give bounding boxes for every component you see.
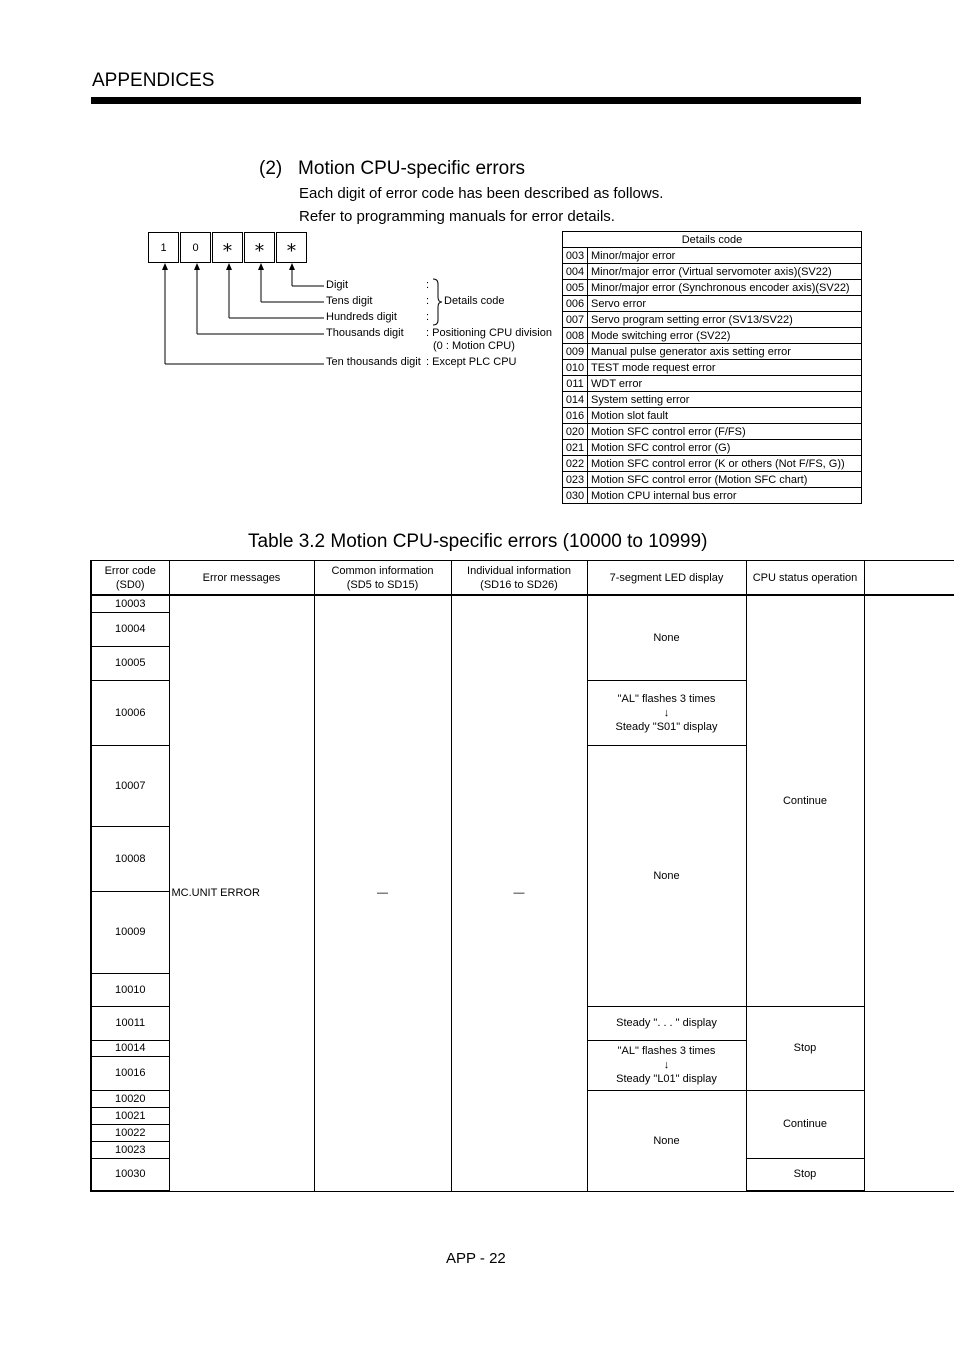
detail-code: 016 bbox=[563, 408, 588, 424]
detail-desc: System setting error bbox=[588, 392, 862, 408]
table-row bbox=[563, 312, 862, 328]
led-cell: "AL" flashes 3 times ↓ Steady "L01" display bbox=[587, 1040, 746, 1090]
table-row bbox=[563, 488, 862, 504]
errors-table bbox=[90, 560, 954, 1192]
detail-desc: WDT error bbox=[588, 376, 862, 392]
table-row bbox=[91, 595, 954, 612]
detail-code: 021 bbox=[563, 440, 588, 456]
table-row bbox=[563, 408, 862, 424]
digit-box: 1 bbox=[148, 232, 179, 263]
led-cell: None bbox=[587, 595, 746, 680]
detail-code: 008 bbox=[563, 328, 588, 344]
intro-line: Refer to programming manuals for error details. bbox=[299, 208, 615, 225]
common-info-cell: — bbox=[314, 595, 451, 1191]
digit-box: ∗ bbox=[244, 232, 275, 263]
error-code-cell: 10020 bbox=[91, 1090, 169, 1107]
digit-box: 0 bbox=[180, 232, 211, 263]
digit-label: Thousands digit bbox=[326, 327, 404, 339]
intro-line: Each digit of error code has been described as follows. bbox=[299, 185, 664, 202]
digit-label: Hundreds digit bbox=[326, 311, 397, 323]
table-row bbox=[563, 360, 862, 376]
table-row bbox=[563, 376, 862, 392]
led-cell: "AL" flashes 3 times ↓ Steady "S01" display bbox=[587, 680, 746, 745]
col-header-cpu-status: CPU status operation bbox=[746, 561, 864, 596]
led-cell: None bbox=[587, 1090, 746, 1191]
error-code-cell: 10022 bbox=[91, 1124, 169, 1141]
error-code-cell: 10016 bbox=[91, 1056, 169, 1090]
table-row bbox=[563, 328, 862, 344]
error-message-cell: MC.UNIT ERROR bbox=[169, 595, 314, 1191]
detail-code: 005 bbox=[563, 280, 588, 296]
col-header-individual-info: Individual information (SD16 to SD26) bbox=[451, 561, 587, 596]
led-cell: Steady ". . . " display bbox=[587, 1006, 746, 1040]
detail-desc: Motion slot fault bbox=[588, 408, 862, 424]
table-row bbox=[563, 248, 862, 264]
error-code-cell: 10008 bbox=[91, 826, 169, 891]
table-row bbox=[563, 440, 862, 456]
details-code-label: Details code bbox=[444, 295, 505, 307]
col-header-error-code: Error code (SD0) bbox=[91, 561, 169, 596]
detail-code: 003 bbox=[563, 248, 588, 264]
detail-desc: Servo error bbox=[588, 296, 862, 312]
cpu-status-cell: Continue bbox=[746, 1090, 864, 1158]
details-table-header: Details code bbox=[563, 232, 862, 248]
detail-code: 020 bbox=[563, 424, 588, 440]
detail-desc: Minor/major error bbox=[588, 248, 862, 264]
error-code-cell: 10004 bbox=[91, 612, 169, 646]
digit-colon: : bbox=[426, 295, 430, 307]
detail-code: 007 bbox=[563, 312, 588, 328]
error-code-cell: 10030 bbox=[91, 1158, 169, 1191]
digit-box: ∗ bbox=[212, 232, 243, 263]
cpu-status-cell: Stop bbox=[746, 1006, 864, 1090]
digit-colon: : bbox=[426, 311, 430, 323]
blank-cell bbox=[864, 595, 954, 1191]
thousands-desc: : Positioning CPU division bbox=[426, 327, 552, 339]
detail-desc: Minor/major error (Virtual servomoter axis)(SV22) bbox=[588, 264, 862, 280]
detail-code: 004 bbox=[563, 264, 588, 280]
detail-desc: Motion SFC control error (K or others (Not F/FS, G)) bbox=[588, 456, 862, 472]
error-code-cell: 10006 bbox=[91, 680, 169, 745]
detail-code: 023 bbox=[563, 472, 588, 488]
error-code-cell: 10007 bbox=[91, 745, 169, 826]
detail-desc: Servo program setting error (SV13/SV22) bbox=[588, 312, 862, 328]
table-row bbox=[563, 456, 862, 472]
detail-desc: Manual pulse generator axis setting error bbox=[588, 344, 862, 360]
detail-code: 010 bbox=[563, 360, 588, 376]
detail-code: 022 bbox=[563, 456, 588, 472]
detail-desc: Motion SFC control error (F/FS) bbox=[588, 424, 862, 440]
detail-code: 009 bbox=[563, 344, 588, 360]
error-code-cell: 10010 bbox=[91, 973, 169, 1006]
digit-label: Tens digit bbox=[326, 295, 373, 307]
error-code-cell: 10005 bbox=[91, 646, 169, 680]
digit-label: Ten thousands digit bbox=[326, 356, 421, 368]
table-row bbox=[563, 424, 862, 440]
table-row bbox=[563, 280, 862, 296]
col-header-common-info: Common information (SD5 to SD15) bbox=[314, 561, 451, 596]
digit-colon: : bbox=[426, 279, 430, 291]
detail-desc: Minor/major error (Synchronous encoder axis)(SV22) bbox=[588, 280, 862, 296]
detail-desc: Motion SFC control error (G) bbox=[588, 440, 862, 456]
table-row bbox=[563, 344, 862, 360]
error-code-cell: 10009 bbox=[91, 891, 169, 973]
detail-code: 006 bbox=[563, 296, 588, 312]
led-cell: None bbox=[587, 745, 746, 1006]
table-row bbox=[563, 392, 862, 408]
table-row bbox=[563, 296, 862, 312]
col-header-blank bbox=[864, 561, 954, 596]
cpu-status-cell: Continue bbox=[746, 595, 864, 1006]
table-header-row bbox=[91, 561, 954, 596]
col-header-led-display: 7-segment LED display bbox=[587, 561, 746, 596]
details-table-header-row bbox=[563, 232, 862, 248]
section-title: (2) Motion CPU-specific errors bbox=[259, 158, 526, 179]
table-row bbox=[563, 264, 862, 280]
error-code-cell: 10011 bbox=[91, 1006, 169, 1040]
ten-thousands-desc: : Except PLC CPU bbox=[426, 356, 517, 368]
digit-label: Digit bbox=[326, 279, 349, 291]
error-code-cell: 10021 bbox=[91, 1107, 169, 1124]
individual-info-cell: — bbox=[451, 595, 587, 1191]
error-code-cell: 10023 bbox=[91, 1141, 169, 1158]
detail-desc: Motion CPU internal bus error bbox=[588, 488, 862, 504]
page-header-title: APPENDICES bbox=[92, 70, 215, 91]
page-number: APP - 22 bbox=[446, 1250, 506, 1267]
details-code-table bbox=[562, 231, 862, 504]
detail-desc: Mode switching error (SV22) bbox=[588, 328, 862, 344]
thousands-desc-2: (0 : Motion CPU) bbox=[433, 340, 515, 352]
detail-code: 011 bbox=[563, 376, 588, 392]
table-title: Table 3.2 Motion CPU-specific errors (10000 to 10999) bbox=[248, 531, 708, 552]
digit-box: ∗ bbox=[276, 232, 307, 263]
error-code-cell: 10014 bbox=[91, 1040, 169, 1056]
detail-code: 030 bbox=[563, 488, 588, 504]
detail-code: 014 bbox=[563, 392, 588, 408]
error-code-cell: 10003 bbox=[91, 595, 169, 612]
detail-desc: Motion SFC control error (Motion SFC chart) bbox=[588, 472, 862, 488]
cpu-status-cell: Stop bbox=[746, 1158, 864, 1191]
table-row bbox=[563, 472, 862, 488]
col-header-error-messages: Error messages bbox=[169, 561, 314, 596]
detail-desc: TEST mode request error bbox=[588, 360, 862, 376]
